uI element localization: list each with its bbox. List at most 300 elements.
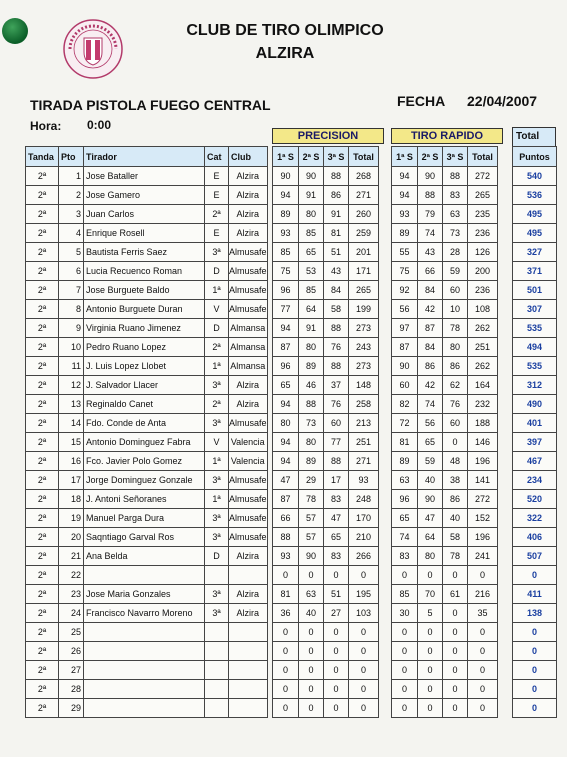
table-row: [26, 699, 268, 718]
col-header-pto: Pto: [59, 147, 84, 167]
shooter-name-cell: Fdo. Conde de Anta: [84, 414, 205, 433]
precision-s1-cell: 96: [273, 281, 299, 300]
rapid-s2-cell: 65: [418, 433, 443, 452]
category-cell: E: [205, 186, 229, 205]
rapid-total-cell: 272: [468, 167, 498, 186]
precision-s3-cell: 76: [324, 395, 349, 414]
rapid-s2-cell: 0: [418, 642, 443, 661]
rapid-s2-cell: 74: [418, 224, 443, 243]
rapid-row: [392, 642, 498, 661]
precision-s1-cell: 47: [273, 471, 299, 490]
rapid-s3-cell: 10: [443, 300, 468, 319]
precision-s3-cell: 0: [324, 566, 349, 585]
category-cell: 3ª: [205, 604, 229, 623]
precision-s1-cell: 0: [273, 680, 299, 699]
precision-row: [273, 547, 379, 566]
table-row: [26, 585, 268, 604]
precision-s2-cell: 80: [299, 205, 324, 224]
table-row: [26, 300, 268, 319]
total-points-cell: 397: [513, 433, 557, 452]
category-cell: E: [205, 224, 229, 243]
pto-cell: 3: [59, 205, 84, 224]
club-logo: [62, 18, 124, 80]
rapid-row: [392, 338, 498, 357]
tanda-cell: 2ª: [26, 338, 59, 357]
rapid-s3-cell: 0: [443, 699, 468, 718]
rapid-s1-cell: 0: [392, 661, 418, 680]
pto-cell: 29: [59, 699, 84, 718]
rapid-s1-cell: 89: [392, 224, 418, 243]
rapid-row: [392, 414, 498, 433]
rapid-s2-cell: 90: [418, 490, 443, 509]
rapid-col-total: Total: [468, 147, 498, 167]
total-points-cell: 0: [513, 642, 557, 661]
rapid-total-cell: 265: [468, 186, 498, 205]
shooter-name-cell: Jose Burguete Baldo: [84, 281, 205, 300]
shooter-name-cell: Fco. Javier Polo Gomez: [84, 452, 205, 471]
total-points-row: [513, 585, 557, 604]
event-title: TIRADA PISTOLA FUEGO CENTRAL: [30, 97, 271, 113]
precision-total-cell: 199: [349, 300, 379, 319]
tanda-cell: 2ª: [26, 471, 59, 490]
rapid-total-cell: 188: [468, 414, 498, 433]
category-cell: D: [205, 547, 229, 566]
rapid-s3-cell: 0: [443, 623, 468, 642]
rapid-row: [392, 566, 498, 585]
rapid-s2-cell: 66: [418, 262, 443, 281]
rapid-s1-cell: 82: [392, 395, 418, 414]
rapid-s2-cell: 70: [418, 585, 443, 604]
precision-s1-cell: 36: [273, 604, 299, 623]
club-cell: Alzira: [229, 547, 268, 566]
total-points-cell: 520: [513, 490, 557, 509]
precision-s1-cell: 90: [273, 167, 299, 186]
rapid-s2-cell: 74: [418, 395, 443, 414]
precision-row: [273, 281, 379, 300]
pto-cell: 12: [59, 376, 84, 395]
pto-cell: 1: [59, 167, 84, 186]
precision-row: [273, 585, 379, 604]
rapid-s2-cell: 43: [418, 243, 443, 262]
time-label: Hora:: [30, 119, 62, 133]
tanda-cell: 2ª: [26, 661, 59, 680]
rapid-s1-cell: 94: [392, 186, 418, 205]
precision-col-s1: 1ª S: [273, 147, 299, 167]
rapid-row: [392, 604, 498, 623]
total-points-cell: 495: [513, 205, 557, 224]
precision-table: [272, 146, 379, 718]
shooter-name-cell: Enrique Rosell: [84, 224, 205, 243]
rapid-s1-cell: 55: [392, 243, 418, 262]
precision-s1-cell: 0: [273, 642, 299, 661]
precision-total-cell: 0: [349, 680, 379, 699]
precision-total-cell: 0: [349, 661, 379, 680]
precision-s1-cell: 87: [273, 338, 299, 357]
club-cell: [229, 661, 268, 680]
rapid-total-cell: 0: [468, 699, 498, 718]
tanda-cell: 2ª: [26, 433, 59, 452]
total-points-cell: 490: [513, 395, 557, 414]
category-cell: [205, 680, 229, 699]
rapid-s3-cell: 28: [443, 243, 468, 262]
club-cell: Valencia: [229, 433, 268, 452]
precision-row: [273, 167, 379, 186]
pto-cell: 28: [59, 680, 84, 699]
rapid-row: [392, 300, 498, 319]
col-header-tirador: Tirador: [84, 147, 205, 167]
total-points-cell: 467: [513, 452, 557, 471]
total-points-row: [513, 205, 557, 224]
tanda-cell: 2ª: [26, 395, 59, 414]
table-row: [26, 547, 268, 566]
precision-s2-cell: 73: [299, 414, 324, 433]
total-points-row: [513, 243, 557, 262]
rapid-total-cell: 200: [468, 262, 498, 281]
club-cell: Almusafe: [229, 509, 268, 528]
precision-total-cell: 213: [349, 414, 379, 433]
category-cell: 2ª: [205, 205, 229, 224]
precision-s3-cell: 65: [324, 528, 349, 547]
pto-cell: 7: [59, 281, 84, 300]
precision-total-cell: 201: [349, 243, 379, 262]
shooters-table: [25, 146, 268, 718]
precision-s3-cell: 27: [324, 604, 349, 623]
rapid-row: [392, 224, 498, 243]
rapid-row: [392, 452, 498, 471]
club-cell: Alzira: [229, 585, 268, 604]
shooter-name-cell: Bautista Ferris Saez: [84, 243, 205, 262]
rapid-total-cell: 146: [468, 433, 498, 452]
rapid-s3-cell: 48: [443, 452, 468, 471]
club-cell: Alzira: [229, 205, 268, 224]
rapid-s3-cell: 60: [443, 281, 468, 300]
precision-s3-cell: 17: [324, 471, 349, 490]
shooter-name-cell: [84, 566, 205, 585]
rapid-row: [392, 167, 498, 186]
col-header-cat: Cat: [205, 147, 229, 167]
total-points-cell: 0: [513, 699, 557, 718]
rapid-total-cell: 108: [468, 300, 498, 319]
total-points-row: [513, 452, 557, 471]
shooter-name-cell: Manuel Parga Dura: [84, 509, 205, 528]
precision-total-cell: 148: [349, 376, 379, 395]
precision-group-header: PRECISION: [272, 128, 384, 144]
club-cell: Valencia: [229, 452, 268, 471]
tanda-cell: 2ª: [26, 528, 59, 547]
tanda-cell: 2ª: [26, 262, 59, 281]
rapid-total-cell: 196: [468, 452, 498, 471]
precision-row: [273, 243, 379, 262]
club-cell: [229, 566, 268, 585]
club-cell: Almansa: [229, 357, 268, 376]
category-cell: D: [205, 262, 229, 281]
table-row: [26, 395, 268, 414]
rapid-total-cell: 236: [468, 224, 498, 243]
club-cell: Almansa: [229, 319, 268, 338]
category-cell: 3ª: [205, 376, 229, 395]
rapid-s2-cell: 59: [418, 452, 443, 471]
rapid-row: [392, 699, 498, 718]
precision-row: [273, 661, 379, 680]
rapid-s3-cell: 0: [443, 566, 468, 585]
rapid-row: [392, 680, 498, 699]
rapid-row: [392, 509, 498, 528]
category-cell: [205, 661, 229, 680]
rapid-s3-cell: 40: [443, 509, 468, 528]
precision-s2-cell: 85: [299, 281, 324, 300]
precision-s1-cell: 0: [273, 623, 299, 642]
rapid-s2-cell: 42: [418, 376, 443, 395]
rapid-row: [392, 205, 498, 224]
table-row: [26, 243, 268, 262]
precision-s3-cell: 88: [324, 319, 349, 338]
total-points-row: [513, 566, 557, 585]
precision-s1-cell: 94: [273, 186, 299, 205]
shooter-name-cell: [84, 699, 205, 718]
rapid-total-cell: 262: [468, 357, 498, 376]
category-cell: E: [205, 167, 229, 186]
precision-s1-cell: 75: [273, 262, 299, 281]
total-points-row: [513, 338, 557, 357]
total-points-cell: 494: [513, 338, 557, 357]
rapid-row: [392, 547, 498, 566]
precision-s2-cell: 0: [299, 566, 324, 585]
precision-s2-cell: 91: [299, 319, 324, 338]
rapid-total-cell: 235: [468, 205, 498, 224]
table-row: [26, 566, 268, 585]
category-cell: 1ª: [205, 452, 229, 471]
total-points-row: [513, 661, 557, 680]
total-points-row: [513, 547, 557, 566]
rapid-row: [392, 281, 498, 300]
precision-row: [273, 433, 379, 452]
rapid-s3-cell: 0: [443, 642, 468, 661]
club-cell: Alzira: [229, 395, 268, 414]
rapid-row: [392, 528, 498, 547]
precision-row: [273, 490, 379, 509]
pto-cell: 2: [59, 186, 84, 205]
precision-total-cell: 0: [349, 623, 379, 642]
category-cell: 3ª: [205, 528, 229, 547]
precision-col-total: Total: [349, 147, 379, 167]
table-row: [26, 452, 268, 471]
total-points-cell: 0: [513, 680, 557, 699]
total-points-row: [513, 186, 557, 205]
table-row: [26, 604, 268, 623]
precision-row: [273, 566, 379, 585]
shooter-name-cell: Jose Bataller: [84, 167, 205, 186]
total-points-cell: 536: [513, 186, 557, 205]
precision-row: [273, 699, 379, 718]
club-cell: Alzira: [229, 376, 268, 395]
precision-total-cell: 170: [349, 509, 379, 528]
tanda-cell: 2ª: [26, 167, 59, 186]
shooter-name-cell: [84, 623, 205, 642]
precision-row: [273, 414, 379, 433]
rapid-s1-cell: 0: [392, 566, 418, 585]
shooter-name-cell: Jose Gamero: [84, 186, 205, 205]
precision-s1-cell: 93: [273, 224, 299, 243]
rapid-total-cell: 196: [468, 528, 498, 547]
club-cell: Almusafe: [229, 528, 268, 547]
pto-cell: 11: [59, 357, 84, 376]
table-row: [26, 642, 268, 661]
rapid-row: [392, 623, 498, 642]
rapid-s3-cell: 0: [443, 604, 468, 623]
precision-total-cell: 259: [349, 224, 379, 243]
total-points-cell: 501: [513, 281, 557, 300]
precision-row: [273, 452, 379, 471]
total-points-cell: 0: [513, 623, 557, 642]
total-points-cell: 411: [513, 585, 557, 604]
precision-total-cell: 195: [349, 585, 379, 604]
table-row: [26, 471, 268, 490]
rapid-s1-cell: 94: [392, 167, 418, 186]
rapid-total-cell: 152: [468, 509, 498, 528]
club-cell: Almusafe: [229, 471, 268, 490]
precision-row: [273, 262, 379, 281]
club-cell: [229, 642, 268, 661]
rapid-s1-cell: 89: [392, 452, 418, 471]
pto-cell: 25: [59, 623, 84, 642]
precision-s3-cell: 0: [324, 661, 349, 680]
rapid-s2-cell: 0: [418, 661, 443, 680]
rapid-total-cell: 164: [468, 376, 498, 395]
shooter-name-cell: Saqntiago Garval Ros: [84, 528, 205, 547]
rapid-s3-cell: 73: [443, 224, 468, 243]
total-points-cell: 371: [513, 262, 557, 281]
precision-s3-cell: 83: [324, 547, 349, 566]
shooter-name-cell: Ana Belda: [84, 547, 205, 566]
tanda-cell: 2ª: [26, 604, 59, 623]
precision-s1-cell: 66: [273, 509, 299, 528]
precision-s1-cell: 0: [273, 699, 299, 718]
tanda-cell: 2ª: [26, 623, 59, 642]
precision-total-cell: 0: [349, 699, 379, 718]
table-row: [26, 186, 268, 205]
club-cell: Alzira: [229, 167, 268, 186]
shooter-name-cell: J. Antoni Señoranes: [84, 490, 205, 509]
category-cell: 3ª: [205, 414, 229, 433]
category-cell: 1ª: [205, 490, 229, 509]
table-row: [26, 414, 268, 433]
total-points-row: [513, 167, 557, 186]
pto-cell: 20: [59, 528, 84, 547]
precision-total-cell: 248: [349, 490, 379, 509]
rapid-total-cell: 141: [468, 471, 498, 490]
rapid-row: [392, 243, 498, 262]
shooter-name-cell: Pedro Ruano Lopez: [84, 338, 205, 357]
total-points-row: [513, 262, 557, 281]
rapid-s2-cell: 0: [418, 680, 443, 699]
precision-s2-cell: 90: [299, 547, 324, 566]
precision-s1-cell: 85: [273, 243, 299, 262]
rapid-s2-cell: 42: [418, 300, 443, 319]
rapid-s2-cell: 56: [418, 414, 443, 433]
rapid-total-cell: 126: [468, 243, 498, 262]
rapid-s3-cell: 0: [443, 433, 468, 452]
total-points-cell: 307: [513, 300, 557, 319]
category-cell: [205, 623, 229, 642]
rapid-s1-cell: 0: [392, 623, 418, 642]
total-points-row: [513, 680, 557, 699]
total-points-cell: 535: [513, 357, 557, 376]
precision-s2-cell: 46: [299, 376, 324, 395]
precision-s1-cell: 81: [273, 585, 299, 604]
club-cell: Almusafe: [229, 490, 268, 509]
precision-s1-cell: 0: [273, 661, 299, 680]
total-points-row: [513, 414, 557, 433]
category-cell: [205, 642, 229, 661]
total-points-cell: 406: [513, 528, 557, 547]
category-cell: D: [205, 319, 229, 338]
table-row: [26, 319, 268, 338]
table-row: [26, 433, 268, 452]
rapid-row: [392, 661, 498, 680]
precision-s3-cell: 88: [324, 452, 349, 471]
precision-row: [273, 319, 379, 338]
precision-total-cell: 258: [349, 395, 379, 414]
rapid-s3-cell: 88: [443, 167, 468, 186]
rapid-s3-cell: 0: [443, 680, 468, 699]
precision-s2-cell: 40: [299, 604, 324, 623]
rapid-total-cell: 0: [468, 642, 498, 661]
rapid-s1-cell: 60: [392, 376, 418, 395]
table-row: [26, 680, 268, 699]
tanda-cell: 2ª: [26, 414, 59, 433]
tanda-cell: 2ª: [26, 300, 59, 319]
total-points-row: [513, 604, 557, 623]
club-title: CLUB DE TIRO OLIMPICO: [186, 22, 384, 39]
precision-s2-cell: 80: [299, 338, 324, 357]
pto-cell: 14: [59, 414, 84, 433]
tanda-cell: 2ª: [26, 357, 59, 376]
table-row: [26, 357, 268, 376]
shooter-name-cell: Reginaldo Canet: [84, 395, 205, 414]
precision-total-cell: 260: [349, 205, 379, 224]
shooter-name-cell: J. Luis Lopez Llobet: [84, 357, 205, 376]
total-points-cell: 0: [513, 566, 557, 585]
club-cell: Almusafe: [229, 300, 268, 319]
rapid-col-s3: 3ª S: [443, 147, 468, 167]
shooter-name-cell: Antonio Burguete Duran: [84, 300, 205, 319]
precision-row: [273, 604, 379, 623]
shooter-name-cell: [84, 642, 205, 661]
precision-s2-cell: 57: [299, 509, 324, 528]
pto-cell: 19: [59, 509, 84, 528]
precision-s3-cell: 51: [324, 585, 349, 604]
shooter-name-cell: Jose Maria Gonzales: [84, 585, 205, 604]
tanda-cell: 2ª: [26, 224, 59, 243]
table-row: [26, 376, 268, 395]
col-header-tanda: Tanda: [26, 147, 59, 167]
rapid-s1-cell: 72: [392, 414, 418, 433]
rapid-s3-cell: 61: [443, 585, 468, 604]
precision-col-s3: 3ª S: [324, 147, 349, 167]
rapid-col-s2: 2ª S: [418, 147, 443, 167]
pto-cell: 6: [59, 262, 84, 281]
rapid-total-cell: 251: [468, 338, 498, 357]
rapid-s1-cell: 0: [392, 699, 418, 718]
pto-cell: 21: [59, 547, 84, 566]
precision-total-cell: 273: [349, 357, 379, 376]
precision-s3-cell: 0: [324, 699, 349, 718]
tanda-cell: 2ª: [26, 585, 59, 604]
total-points-row: [513, 509, 557, 528]
precision-total-cell: 251: [349, 433, 379, 452]
rapid-s1-cell: 87: [392, 338, 418, 357]
rapid-s2-cell: 0: [418, 699, 443, 718]
